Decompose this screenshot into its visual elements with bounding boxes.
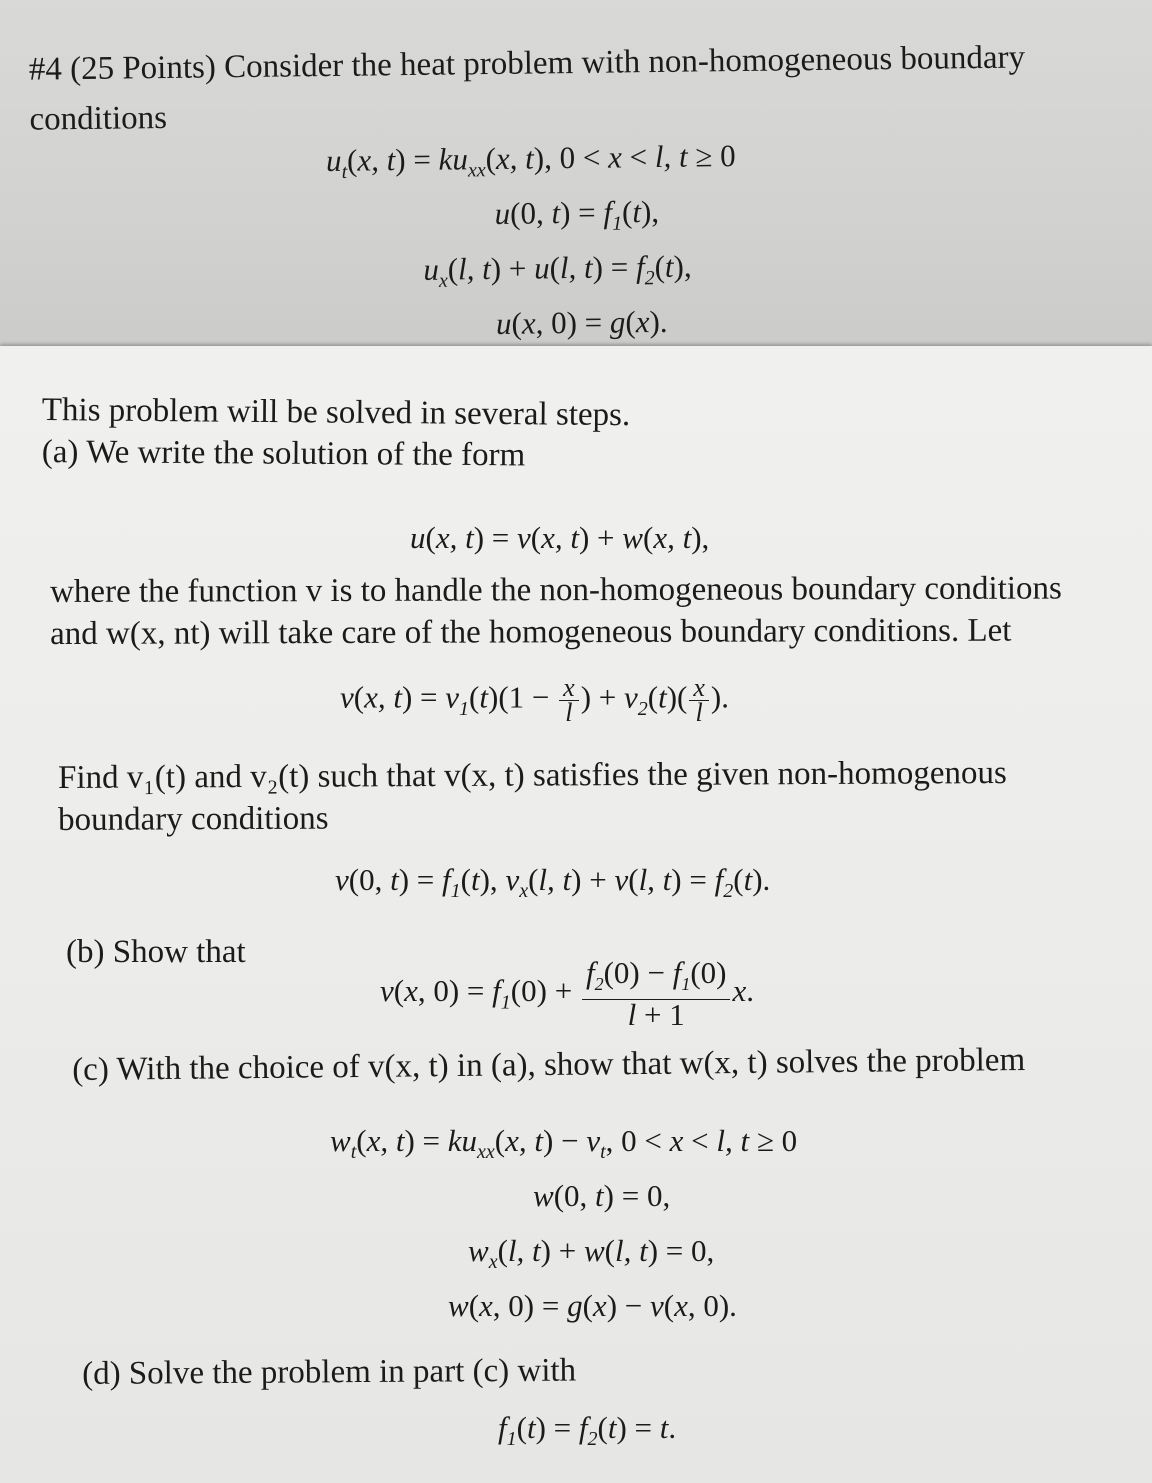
problem-title-line-2: conditions (29, 99, 168, 138)
problem-title-line-1: #4 (25 Points) Consider the heat problem with non-homogeneous boundary (28, 39, 1026, 88)
solution-decomposition: u(x, t) = v(x, t) + w(x, t), (410, 520, 710, 555)
part-d-label: (d) Solve the problem in part (c) with (82, 1352, 577, 1392)
top-sheet-content (0, 0, 1152, 352)
part-c-bc-left: w(0, t) = 0, (533, 1178, 671, 1213)
part-b-label: (b) Show that (66, 934, 246, 970)
find-line-1: Find v₁(t) and v₂(t) such that v(x, t) satisfies the given non-homogenous (58, 755, 1007, 796)
v-boundary-conditions: v(0, $t) = f_1(t)$, $v_x(l$, t) + v(l, $t) = f_2(t)$. (335, 862, 771, 903)
top-sheet (0, 0, 1152, 352)
where-line-1: where the function v is to handle the non-homogeneous boundary conditions (50, 570, 1062, 610)
heat-equation: $u_t(x$, $t) = ku_{xx}(x$, t), 0 < x < l, t ≥ 0 (325, 138, 736, 184)
part-c-initial-condition: w(x, 0) = g(x) − v(x, 0). (448, 1288, 737, 1323)
boundary-condition-left: u(0, $t) = f_1(t)$, (494, 193, 660, 235)
bottom-sheet-content (0, 346, 1152, 1483)
part-c-label: (c) With the choice of v(x, t) in (a), show that w(x, t) solves the problem (72, 1042, 1026, 1088)
part-c-bc-right: $w_x(l$, t) + w(l, t) = 0, (468, 1233, 715, 1274)
part-c-pde: $w_t(x$, $t) = ku_{xx}(x$, $t) - v_t$, 0 < x < l, t ≥ 0 (330, 1123, 798, 1164)
intro-line-1: This problem will be solved in several steps. (41, 391, 631, 434)
v-definition: v(x, $t) = v_1(t)(1$ − $\frac{x}{l}$ ) + $v_2(t)$( $\frac{x}{l}$ ). (340, 673, 729, 727)
where-line-2: and w(x, nt) will take care of the homogeneous boundary conditions. Let (50, 612, 1012, 652)
boundary-condition-right: $u_x(l$, t) + u(l, $t) = f_2(t)$, (423, 248, 692, 292)
part-d-equation: $f_1(t) = f_2(t) = t$. (498, 1410, 677, 1451)
part-a-intro: (a) We write the solution of the form (41, 433, 526, 474)
bottom-sheet (0, 346, 1152, 1483)
part-b-equation: v(x, $0) = f_1(0)$ + $\frac{f_2(0) - f_1(0)}{l + 1}$ x. (380, 955, 754, 1033)
initial-condition: u(x, 0) = g(x). (495, 303, 668, 341)
find-line-2: boundary conditions (58, 800, 329, 838)
